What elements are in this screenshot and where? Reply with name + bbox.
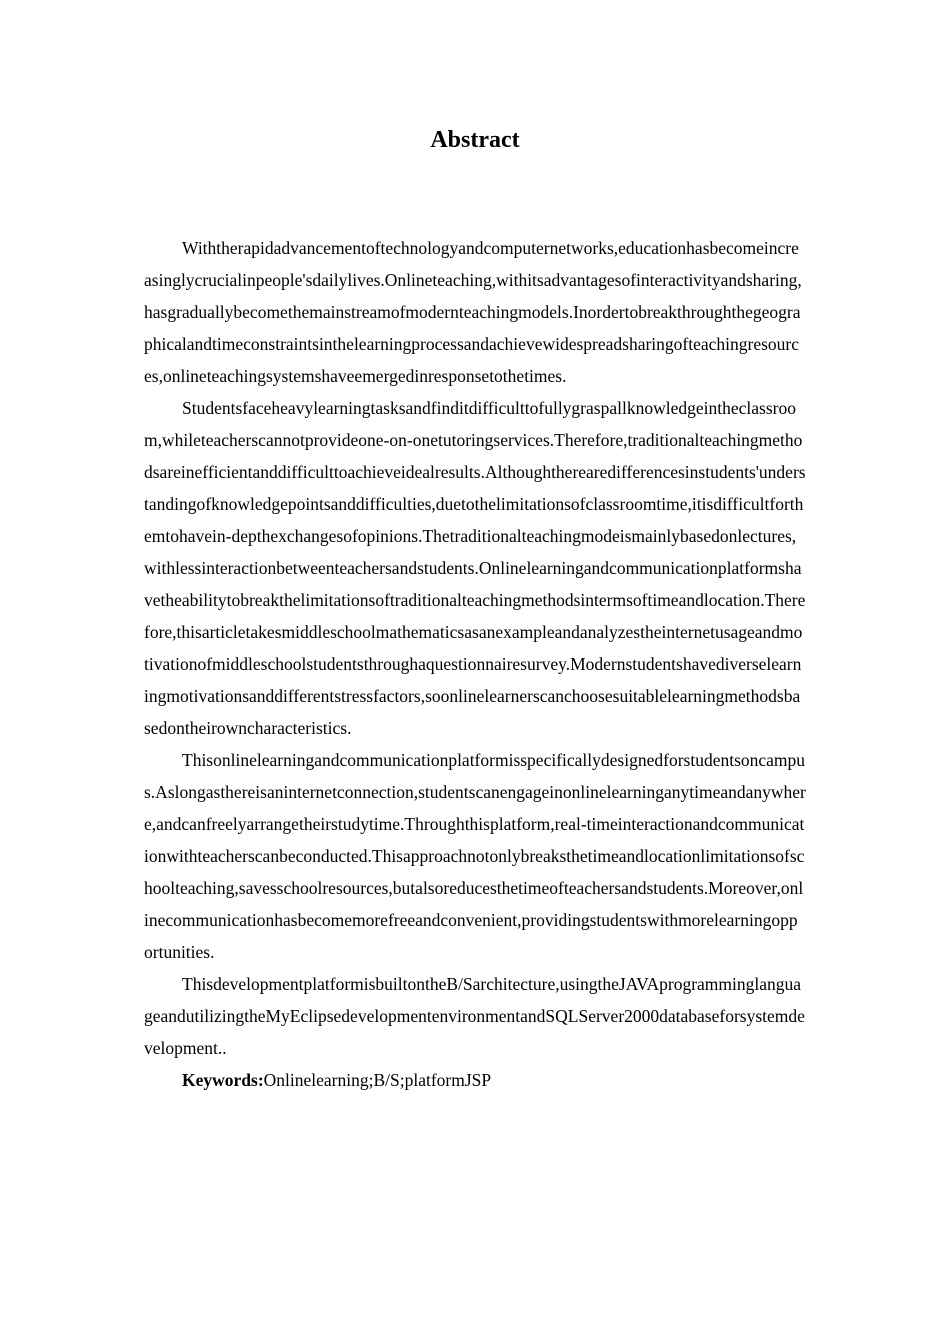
paragraph-2: Studentsfaceheavylearningtasksandfinditdifficulttofullygraspallknowledgeintheclassroom,whileteacherscannotprovideone-on-onetutoringservices.Therefore,traditionalteachingmethodsareinefficientanddifficulttoachieveidealresults.Althoughtherearedifferencesinstudents'understandingofknowledgepointsanddifficulties,duetothelimitationsofclassroomtime,itisdifficultforthemtohavein-depthexchangesofopinions.Thetraditionalteachingmodeismainlybasedonlectures,withlessinteractionbetweenteachersandstudents.Onlinelearningandcommunicationplatformshavetheabilitytobreakthelimitationsoftraditionalteachingmethodsintermsoftimeandlocation.Therefore,thisarticletakesmiddleschoolmathematicsasanexampleandanalyzestheinternetusageandmotivationofmiddleschoolstudentsthroughaquestionnairesurvey.Modernstudentshavediverselearningmotivationsanddifferentstressfactors,soonlinelearnerscanchoosesuitablelearningmethodsbasedontheirowncharacteristics. bbox=[144, 398, 806, 738]
keywords-line bbox=[144, 1064, 806, 1096]
paragraph-3: Thisonlinelearningandcommunicationplatformisspecificallydesignedforstudentsoncampus.Aslongasthereisaninternetconnection,studentscanengageinonlinelearninganytimeandanywhere,andcanfreelyarrangetheirstudytime.Throughthisplatform,real-timeinteractionandcommunicationwithteacherscanbeconducted.Thisapproachnotonlybreaksthetimeandlocationlimitationsofschoolteaching,savesschoolresources,butalsoreducesthetimeofteachersandstudents.Moreover,onlinecommunicationhasbecomemorefreeandconvenient,providingstudentswithmorelearningopportunities. bbox=[144, 750, 806, 962]
keywords-value: Onlinelearning;B/S;platformJSP bbox=[263, 1070, 492, 1090]
paragraph-4: ThisdevelopmentplatformisbuiltontheB/Sarchitecture,usingtheJAVAprogramminglanguageandutilizingtheMyEclipsedevelopmentenvironmentandSQLServer2000databaseforsystemdevelopment.. bbox=[144, 974, 805, 1058]
page-title: Abstract bbox=[430, 127, 520, 153]
keywords-label: Keywords: bbox=[182, 1070, 264, 1090]
paragraph-1: Withtherapidadvancementoftechnologyandcomputernetworks,educationhasbecomeincreasinglycrucialinpeople'sdailylives.Onlineteaching,withitsadvantagesofinteractivityandsharing,hasgraduallybecomethemainstreamofmodernteachingmodels.Inordertobreakthroughthegeographicalandtimeconstraintsinthelearningprocessandachievewidespreadsharingofteachingresources,onlineteachingsystemshaveemergedinresponsetothetimes. bbox=[144, 238, 802, 386]
abstract-body bbox=[144, 232, 806, 1096]
